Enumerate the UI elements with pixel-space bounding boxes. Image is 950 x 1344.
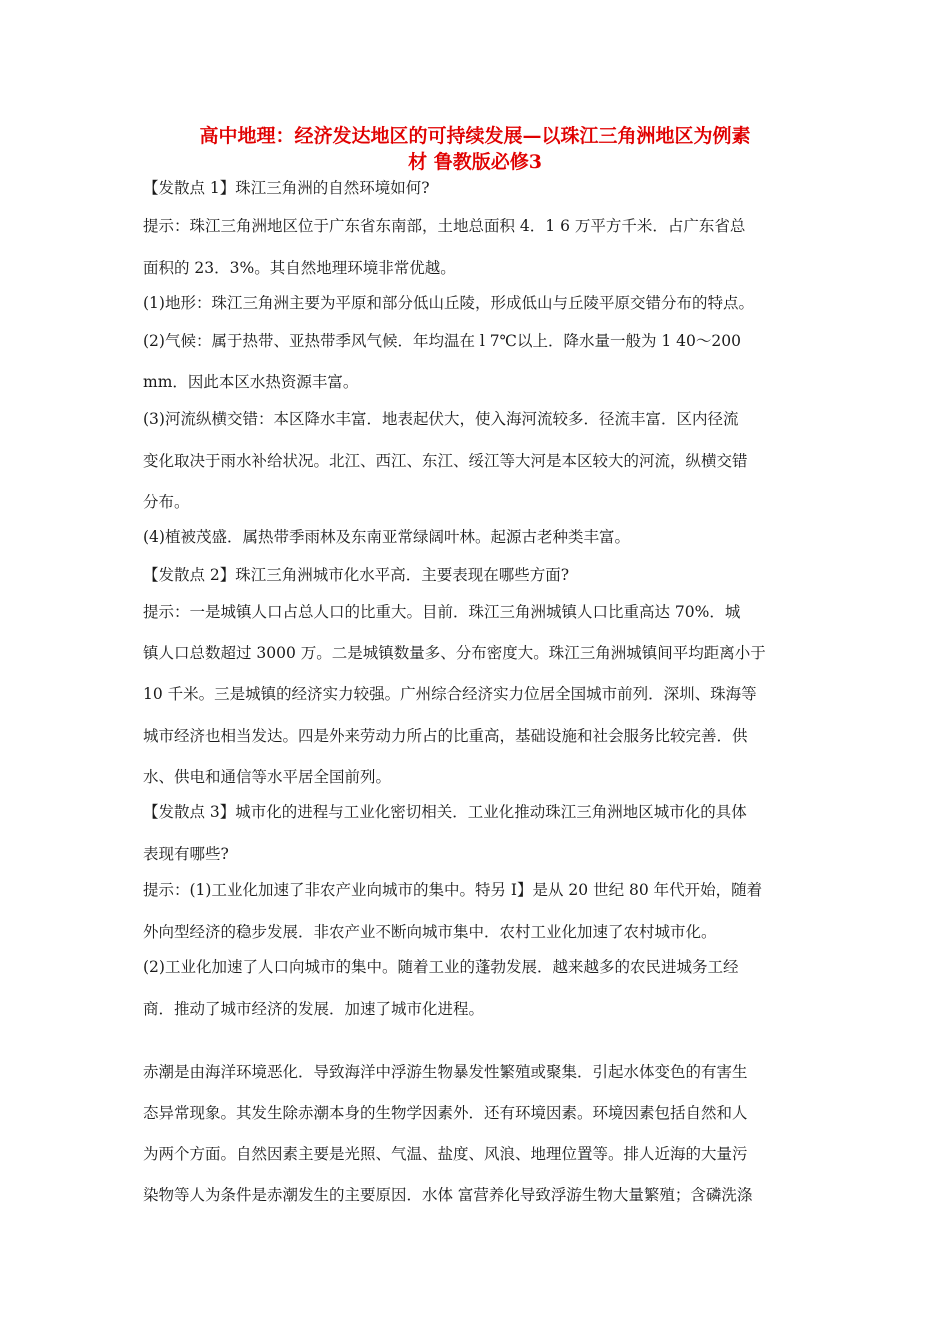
- paragraph-line: 提示：一是城镇人口占总人口的比重大。目前．珠江三角洲城镇人口比重高达 70%．城: [143, 603, 741, 621]
- paragraph-line: (2)气候：属于热带、亚热带季风气候．年均温在 l 7℃以上．降水量一般为 1 40～200: [143, 332, 741, 350]
- paragraph-line: 态异常现象。其发生除赤潮本身的生物学因素外．还有环境因素。环境因素包括自然和人: [143, 1104, 748, 1122]
- paragraph-line: 分布。: [143, 493, 190, 511]
- paragraph-line: 染物等人为条件是赤潮发生的主要原因．水体 富营养化导致浮游生物大量繁殖；含磷洗涤: [143, 1186, 753, 1204]
- paragraph-line: 镇人口总数超过 3000 万。二是城镇数量多、分布密度大。珠江三角洲城镇间平均距离小于: [143, 644, 766, 662]
- paragraph-line: 10 千米。三是城镇的经济实力较强。广州综合经济实力位居全国城市前列．深圳、珠海等: [143, 685, 757, 703]
- document-title-line-2: 材 鲁教版必修3: [408, 151, 542, 173]
- paragraph-line: 水、供电和通信等水平居全国前列。: [143, 768, 392, 786]
- heading-point-2: 【发散点 2】珠江三角洲城市化水平高．主要表现在哪些方面?: [143, 566, 570, 584]
- paragraph-line: (3)河流纵横交错：本区降水丰富．地表起伏大，使入海河流较多．径流丰富．区内径流: [143, 410, 739, 428]
- paragraph-line: mm．因此本区水热资源丰富。: [143, 373, 359, 391]
- paragraph-line: 为两个方面。自然因素主要是光照、气温、盐度、风浪、地理位置等。排人近海的大量污: [143, 1145, 748, 1163]
- paragraph-line: (2)工业化加速了人口向城市的集中。随着工业的蓬勃发展．越来越多的农民进城务工经: [143, 958, 739, 976]
- paragraph-line: 面积的 23．3%。其自然地理环境非常优越。: [143, 259, 456, 277]
- paragraph-line: 变化取决于雨水补给状况。北江、西江、东江、绥江等大河是本区较大的河流，纵横交错: [143, 452, 748, 470]
- paragraph-line: (4)植被茂盛．属热带季雨林及东南亚常绿阔叶林。起源古老种类丰富。: [143, 528, 630, 546]
- paragraph-line: (1)地形：珠江三角洲主要为平原和部分低山丘陵，形成低山与丘陵平原交错分布的特点。: [143, 294, 754, 312]
- paragraph-line: 外向型经济的稳步发展．非农产业不断向城市集中．农村工业化加速了农村城市化。: [143, 923, 717, 941]
- paragraph-line: 提示：珠江三角洲地区位于广东省东南部，土地总面积 4．1 6 万平方千米．占广东省总: [143, 217, 746, 235]
- paragraph-line: 商．推动了城市经济的发展．加速了城市化进程。: [143, 1000, 485, 1018]
- paragraph-line: 赤潮是由海洋环境恶化．导致海洋中浮游生物暴发性繁殖或聚集．引起水体变色的有害生: [143, 1063, 748, 1081]
- heading-point-3: 【发散点 3】城市化的进程与工业化密切相关．工业化推动珠江三角洲地区城市化的具体: [143, 803, 747, 821]
- paragraph-line: 表现有哪些?: [143, 845, 229, 863]
- document-title-line-1: 高中地理：经济发达地区的可持续发展—以珠江三角洲地区为例素: [199, 125, 751, 147]
- paragraph-line: 提示：(1)工业化加速了非农产业向城市的集中。特另 I】是从 20 世纪 80 年代开始，随着: [143, 881, 763, 899]
- heading-point-1: 【发散点 1】珠江三角洲的自然环境如何?: [143, 179, 430, 197]
- paragraph-line: 城市经济也相当发达。四是外来劳动力所占的比重高，基础设施和社会服务比较完善．供: [143, 727, 748, 745]
